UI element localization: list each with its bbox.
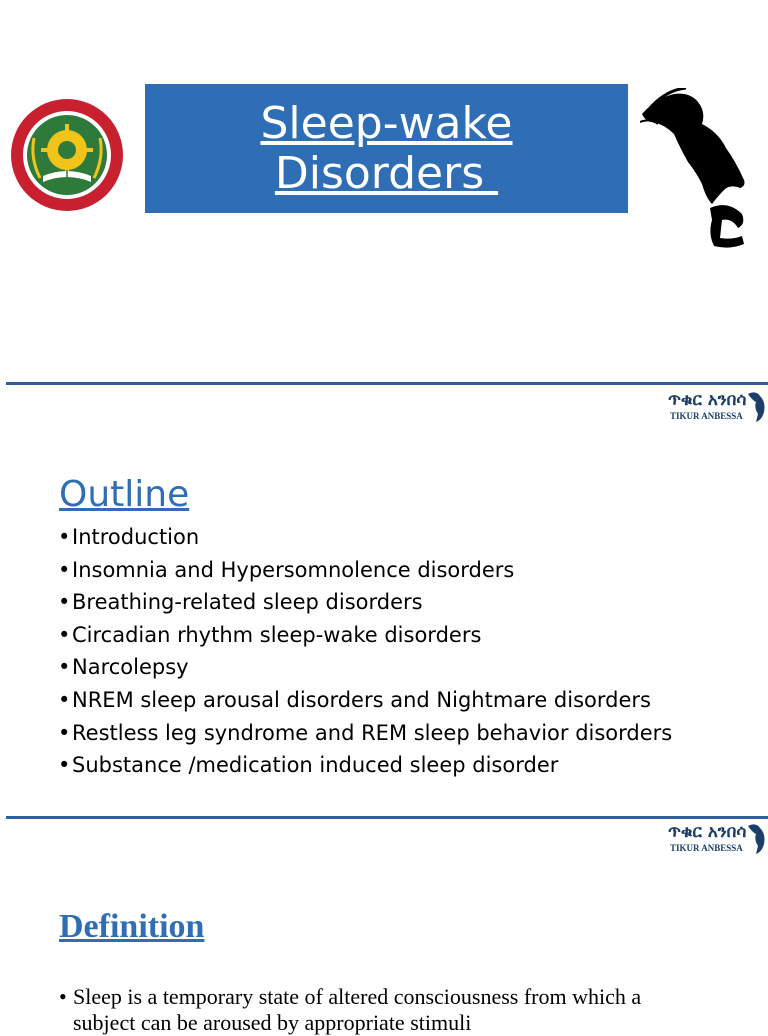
brand-latin: TIKUR ANBESSA bbox=[670, 411, 743, 421]
title-line-2: Disorders bbox=[274, 147, 499, 199]
lion-head-icon bbox=[640, 88, 752, 258]
brand-amharic: ጥቁር አንበሳ bbox=[668, 822, 747, 842]
brand-amharic: ጥቁር አንበሳ bbox=[668, 390, 747, 410]
list-item: • Narcolepsy bbox=[58, 654, 678, 680]
title-line-1: Sleep-wake bbox=[260, 97, 513, 149]
brand-latin: TIKUR ANBESSA bbox=[670, 843, 743, 853]
list-item: • Breathing-related sleep disorders bbox=[58, 589, 678, 615]
outline-title: Outline bbox=[59, 474, 190, 515]
list-item: • Substance /medication induced sleep disorder bbox=[58, 752, 678, 778]
outline-list bbox=[58, 524, 678, 785]
list-item: • Introduction bbox=[58, 524, 678, 550]
tikur-anbessa-logo bbox=[668, 822, 768, 862]
small-lion-icon bbox=[746, 822, 768, 858]
list-item: • Restless leg syndrome and REM sleep behavior disorders bbox=[58, 720, 678, 746]
small-lion-icon bbox=[746, 390, 768, 426]
list-item: • Circadian rhythm sleep-wake disorders bbox=[58, 622, 678, 648]
tikur-anbessa-logo bbox=[668, 390, 768, 430]
definition-title: Definition bbox=[59, 908, 205, 945]
list-item: • Insomnia and Hypersomnolence disorders bbox=[58, 557, 678, 583]
title-box bbox=[145, 84, 628, 213]
slide-divider bbox=[6, 382, 768, 385]
definition-bullet: • Sleep is a temporary state of altered consciousness from which a subject can be aroused by appropriate stimuli bbox=[59, 984, 693, 1036]
list-item: • NREM sleep arousal disorders and Nightmare disorders bbox=[58, 687, 678, 713]
slide-divider bbox=[6, 816, 768, 819]
slide-title bbox=[0, 0, 768, 380]
university-logo-icon bbox=[10, 98, 124, 212]
